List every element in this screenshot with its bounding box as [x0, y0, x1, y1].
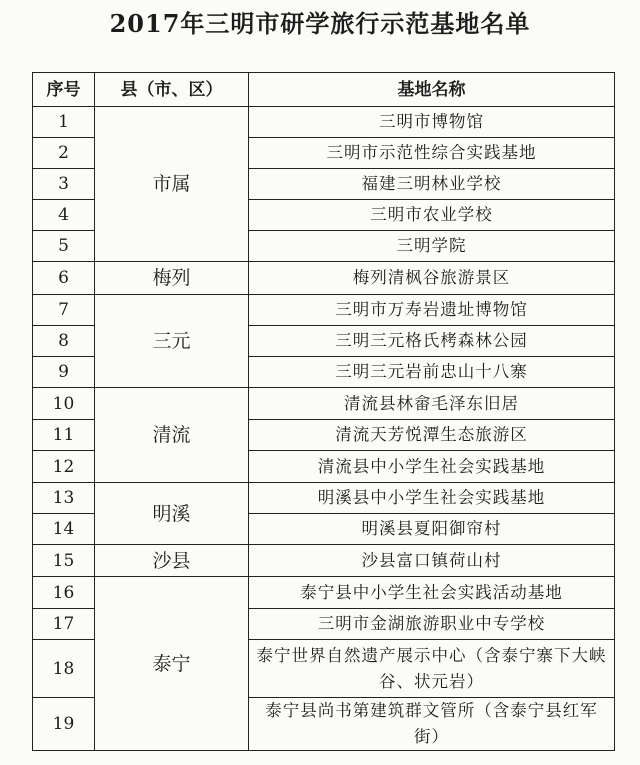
- county-cell: 明溪: [95, 483, 249, 545]
- county-cell: 市属: [95, 107, 249, 262]
- base-list-table: [32, 72, 615, 751]
- base-name-cell: 梅列清枫谷旅游景区: [249, 262, 615, 295]
- table-row: [33, 262, 615, 295]
- base-name-cell: 三明市金湖旅游职业中专学校: [249, 609, 615, 640]
- row-number: 13: [33, 483, 95, 514]
- base-name-cell: 三明学院: [249, 231, 615, 262]
- county-cell: 三元: [95, 295, 249, 388]
- county-cell: 清流: [95, 388, 249, 483]
- table-row: [33, 295, 615, 326]
- base-name-cell: 三明市农业学校: [249, 200, 615, 231]
- row-number: 2: [33, 138, 95, 169]
- base-name-cell: 清流天芳悦潭生态旅游区: [249, 420, 615, 451]
- row-number: 11: [33, 420, 95, 451]
- row-number: 6: [33, 262, 95, 295]
- table-row: [33, 545, 615, 577]
- base-name-cell: 泰宁县中小学生社会实践活动基地: [249, 577, 615, 609]
- header-county: 县（市、区）: [95, 73, 249, 107]
- row-number: 1: [33, 107, 95, 138]
- row-number: 9: [33, 357, 95, 388]
- county-cell: 泰宁: [95, 577, 249, 751]
- row-number: 18: [33, 640, 95, 698]
- row-number: 8: [33, 326, 95, 357]
- base-name-cell: 沙县富口镇荷山村: [249, 545, 615, 577]
- row-number: 10: [33, 388, 95, 420]
- table-row: [33, 483, 615, 514]
- base-name-cell: 泰宁县尚书第建筑群文管所（含泰宁县红军街）: [249, 698, 615, 751]
- base-name-cell: 三明市示范性综合实践基地: [249, 138, 615, 169]
- row-number: 16: [33, 577, 95, 609]
- row-number: 3: [33, 169, 95, 200]
- base-name-cell: 清流县林畲毛泽东旧居: [249, 388, 615, 420]
- base-name-cell: 明溪县中小学生社会实践基地: [249, 483, 615, 514]
- base-name-cell: 三明三元岩前忠山十八寨: [249, 357, 615, 388]
- page-title: 2017年三明市研学旅行示范基地名单: [109, 9, 531, 38]
- base-name-cell: 三明市博物馆: [249, 107, 615, 138]
- base-name-cell: 福建三明林业学校: [249, 169, 615, 200]
- table-header-row: [33, 73, 615, 107]
- row-number: 14: [33, 514, 95, 545]
- table-row: [33, 577, 615, 609]
- row-number: 4: [33, 200, 95, 231]
- header-base-name: 基地名称: [249, 73, 615, 107]
- table-body: [33, 107, 615, 751]
- base-name-cell: 清流县中小学生社会实践基地: [249, 451, 615, 483]
- row-number: 5: [33, 231, 95, 262]
- county-cell: 沙县: [95, 545, 249, 577]
- row-number: 17: [33, 609, 95, 640]
- base-name-cell: 明溪县夏阳御帘村: [249, 514, 615, 545]
- county-cell: 梅列: [95, 262, 249, 295]
- base-name-cell: 三明三元格氏栲森林公园: [249, 326, 615, 357]
- table-row: [33, 388, 615, 420]
- header-no: 序号: [33, 73, 95, 107]
- row-number: 15: [33, 545, 95, 577]
- row-number: 7: [33, 295, 95, 326]
- row-number: 19: [33, 698, 95, 751]
- base-name-cell: 泰宁世界自然遗产展示中心（含泰宁寨下大峡谷、状元岩）: [249, 640, 615, 698]
- row-number: 12: [33, 451, 95, 483]
- table-row: [33, 107, 615, 138]
- base-name-cell: 三明市万寿岩遗址博物馆: [249, 295, 615, 326]
